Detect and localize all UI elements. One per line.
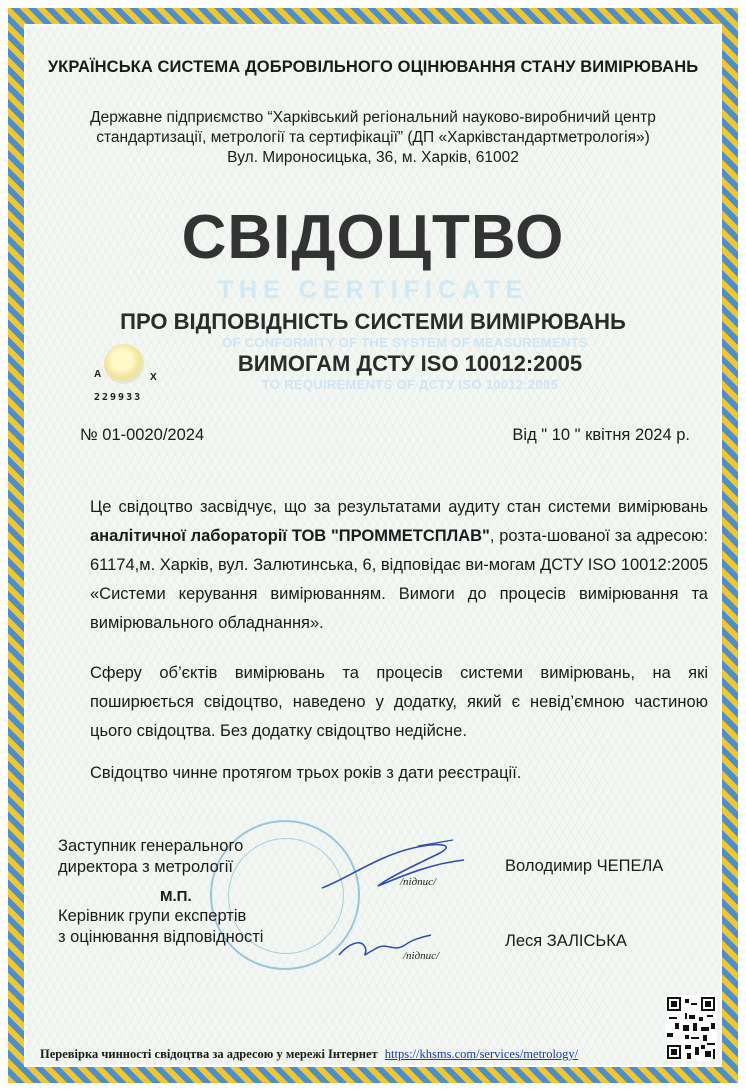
signature-label-1: /підпис/: [400, 876, 437, 888]
conformity-subtitle-en: OF CONFORMITY OF THE SYSTEM OF MEASUREMENTS: [222, 335, 588, 350]
signatory-role-1: [58, 836, 243, 878]
standard-subtitle-en: TO REQUIREMENTS OF ДСТУ ISO 10012:2005: [261, 377, 559, 392]
laboratory-name: аналітичної лабораторії ТОВ "ПРОММЕТСПЛАВ": [90, 527, 490, 545]
hologram-letter-left: А: [94, 369, 102, 380]
hologram-serial: 229933: [94, 392, 143, 403]
certificate-number: № 01-0020/2024: [80, 426, 205, 444]
scope-text: Сферу об’єктів вимірювань та процесів системи вимірювань, на які поширюється свідоцтво, наведено у додатку, який є невід’ємною частиною цього свідоцтва. Без додатку свідоцтво недійсне.: [90, 664, 708, 740]
certificate-title: СВІДОЦТВО: [181, 203, 565, 272]
issuer-line-2: стандартизації, метрології та сертифікації” (ДП «Харківстандартметрологія»): [96, 129, 650, 146]
signature-label-2: /підпис/: [403, 950, 440, 962]
signatory-name-2: Леся ЗАЛІСЬКА: [505, 932, 627, 950]
certificate-date: Від " 10 " квітня 2024 р.: [512, 426, 690, 444]
stamp-mark-label: М.П.: [160, 888, 192, 905]
hologram-disc: [104, 344, 144, 384]
issuer-address: Вул. Мироносицька, 36, м. Харків, 61002: [227, 149, 519, 166]
conformity-subtitle: ПРО ВІДПОВІДНІСТЬ СИСТЕМИ ВИМІРЮВАНЬ: [120, 309, 626, 334]
role-1-line-2: директора з метрології: [58, 858, 234, 876]
signatory-name-1: Володимир ЧЕПЕЛА: [505, 857, 664, 875]
signatory-role-2: [58, 906, 263, 948]
verification-note: [40, 1047, 578, 1062]
system-title: УКРАЇНСЬКА СИСТЕМА ДОБРОВІЛЬНОГО ОЦІНЮВАННЯ СТАНУ ВИМІРЮВАНЬ: [47, 58, 699, 76]
certificate-title-en: THE CERTIFICATE: [217, 276, 529, 304]
hologram-sticker: [86, 342, 164, 414]
issuer-line-1: Державне підприємство “Харківський регіональний науково-виробничий центр: [90, 109, 656, 126]
signature-1: [318, 838, 468, 898]
attestation-tail: , розта-шованої за адресою: 61174,м. Харків, вул. Залютинська, 6, відповідає ви-могам ДСТУ ISO 10012:2005 «Системи керування вимірюванням. Вимоги до процесів вимірювання та вимірювального обладнання».: [90, 527, 708, 632]
paragraph-attestation: [52, 493, 708, 638]
issuer-block: [40, 108, 706, 168]
verification-text: Перевірка чинності свідоцтва за адресою у мережі Інтернет: [40, 1047, 378, 1061]
role-2-line-2: з оцінювання відповідності: [58, 928, 264, 946]
role-1-line-1: Заступник генерального: [58, 837, 244, 855]
standard-subtitle: ВИМОГАМ ДСТУ ISO 10012:2005: [237, 351, 583, 376]
verification-link[interactable]: https://khsms.com/services/metrology/: [384, 1047, 579, 1061]
role-2-line-1: Керівник групи експертів: [58, 907, 247, 925]
attestation-lead: Це свідоцтво засвідчує, що за результатами аудиту стан системи вимірювань: [90, 498, 708, 516]
hologram-letter-right: Х: [150, 372, 157, 383]
paragraph-scope: [52, 659, 708, 746]
paragraph-validity: Свідоцтво чинне протягом трьох років з дати реєстрації.: [90, 764, 522, 782]
qr-code-icon: [665, 995, 717, 1061]
